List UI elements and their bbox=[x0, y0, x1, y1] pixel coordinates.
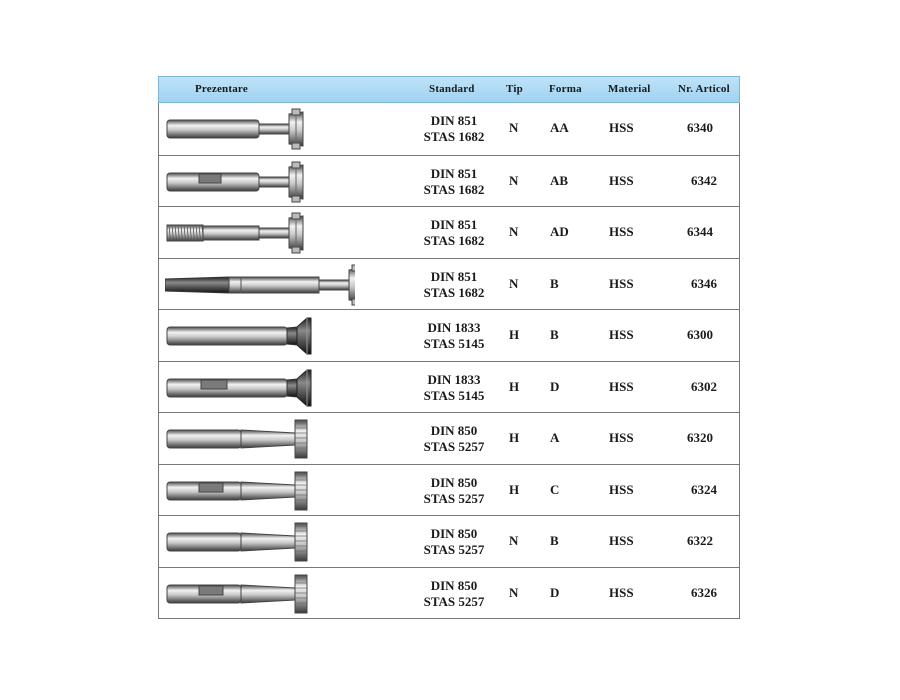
standard-stas: STAS 5257 bbox=[423, 439, 485, 454]
header-forma: Forma bbox=[549, 83, 582, 95]
standard-din: DIN 851 bbox=[430, 268, 478, 284]
cylindrical-tslot-cutter-icon bbox=[165, 108, 355, 150]
standard-cell bbox=[411, 475, 497, 507]
standard-cell bbox=[411, 578, 497, 610]
standard-cell bbox=[411, 423, 497, 455]
material-cell: HSS bbox=[609, 533, 634, 548]
table-header bbox=[158, 76, 740, 103]
table-row bbox=[159, 103, 739, 155]
standard-stas: STAS 1682 bbox=[423, 233, 485, 248]
standard-stas: STAS 1682 bbox=[423, 284, 485, 300]
forma-cell: D bbox=[550, 584, 560, 600]
weldon-woodruff-cutter-icon bbox=[165, 470, 355, 512]
threaded-tslot-cutter-icon bbox=[165, 212, 355, 254]
standard-stas: STAS 5257 bbox=[423, 490, 485, 506]
standard-stas: STAS 1682 bbox=[423, 181, 485, 197]
articol-cell: 6342 bbox=[691, 172, 717, 188]
product-table bbox=[158, 76, 740, 619]
header-articol: Nr. Articol bbox=[678, 83, 730, 95]
articol-cell: 6324 bbox=[691, 481, 717, 497]
weldon-woodruff-cutter-icon bbox=[165, 573, 355, 615]
standard-stas: STAS 5145 bbox=[423, 336, 485, 351]
standard-cell bbox=[411, 372, 497, 404]
articol-cell: 6344 bbox=[687, 224, 713, 239]
standard-stas: STAS 5257 bbox=[423, 593, 485, 609]
tip-cell: N bbox=[509, 533, 519, 548]
standard-din: DIN 850 bbox=[430, 577, 478, 593]
standard-cell bbox=[411, 113, 497, 145]
material-cell: HSS bbox=[609, 224, 634, 239]
table-body bbox=[158, 103, 740, 619]
material-cell: HSS bbox=[609, 172, 634, 188]
standard-cell bbox=[411, 526, 497, 558]
forma-cell: AB bbox=[550, 172, 569, 188]
standard-din: DIN 850 bbox=[430, 474, 478, 490]
standard-cell bbox=[411, 269, 497, 301]
standard-din: DIN 850 bbox=[430, 526, 478, 541]
forma-cell: D bbox=[550, 378, 560, 394]
material-cell: HSS bbox=[609, 584, 634, 600]
tip-cell: N bbox=[509, 275, 519, 291]
table-row bbox=[159, 155, 739, 207]
tip-cell: N bbox=[509, 120, 519, 135]
forma-cell: A bbox=[550, 430, 560, 445]
standard-stas: STAS 5257 bbox=[423, 542, 485, 557]
cylindrical-woodruff-cutter-icon bbox=[165, 521, 355, 563]
table-row bbox=[159, 361, 739, 413]
table-row bbox=[159, 567, 739, 619]
forma-cell: AD bbox=[550, 224, 569, 239]
forma-cell: B bbox=[550, 327, 559, 342]
table-row bbox=[159, 412, 739, 464]
forma-cell: B bbox=[550, 533, 559, 548]
table-row bbox=[159, 206, 739, 258]
material-cell: HSS bbox=[609, 275, 634, 291]
forma-cell: AA bbox=[550, 120, 569, 135]
tip-cell: N bbox=[509, 172, 519, 188]
standard-din: DIN 1833 bbox=[427, 371, 481, 387]
material-cell: HSS bbox=[609, 378, 634, 394]
tip-cell: H bbox=[509, 378, 520, 394]
articol-cell: 6300 bbox=[687, 327, 713, 342]
standard-din: DIN 1833 bbox=[427, 320, 481, 335]
tip-cell: H bbox=[509, 327, 520, 342]
header-prezentare: Prezentare bbox=[195, 83, 248, 95]
material-cell: HSS bbox=[609, 327, 634, 342]
material-cell: HSS bbox=[609, 120, 634, 135]
weldon-dovetail-cutter-icon bbox=[165, 367, 355, 409]
table-row bbox=[159, 258, 739, 310]
standard-cell bbox=[411, 320, 497, 352]
header-tip: Tip bbox=[506, 83, 523, 95]
articol-cell: 6302 bbox=[691, 378, 717, 394]
table-row bbox=[159, 464, 739, 516]
articol-cell: 6322 bbox=[687, 533, 713, 548]
standard-din: DIN 851 bbox=[430, 165, 478, 181]
cylindrical-woodruff-cutter-icon bbox=[165, 418, 355, 460]
table-row bbox=[159, 515, 739, 567]
weldon-tslot-cutter-icon bbox=[165, 161, 355, 203]
header-material: Material bbox=[608, 83, 651, 95]
standard-din: DIN 851 bbox=[430, 113, 478, 128]
tip-cell: H bbox=[509, 481, 520, 497]
standard-din: DIN 851 bbox=[430, 217, 478, 232]
morse-taper-tslot-cutter-icon bbox=[165, 264, 355, 306]
cylindrical-dovetail-cutter-icon bbox=[165, 315, 355, 357]
standard-stas: STAS 5145 bbox=[423, 387, 485, 403]
forma-cell: B bbox=[550, 275, 559, 291]
standard-stas: STAS 1682 bbox=[423, 129, 485, 144]
articol-cell: 6340 bbox=[687, 120, 713, 135]
forma-cell: C bbox=[550, 481, 560, 497]
tip-cell: N bbox=[509, 224, 519, 239]
standard-din: DIN 850 bbox=[430, 423, 478, 438]
articol-cell: 6326 bbox=[691, 584, 717, 600]
standard-cell bbox=[411, 166, 497, 198]
material-cell: HSS bbox=[609, 481, 634, 497]
table-row bbox=[159, 309, 739, 361]
articol-cell: 6320 bbox=[687, 430, 713, 445]
header-standard: Standard bbox=[429, 83, 475, 95]
material-cell: HSS bbox=[609, 430, 634, 445]
tip-cell: N bbox=[509, 584, 519, 600]
articol-cell: 6346 bbox=[691, 275, 717, 291]
standard-cell bbox=[411, 217, 497, 249]
tip-cell: H bbox=[509, 430, 520, 445]
